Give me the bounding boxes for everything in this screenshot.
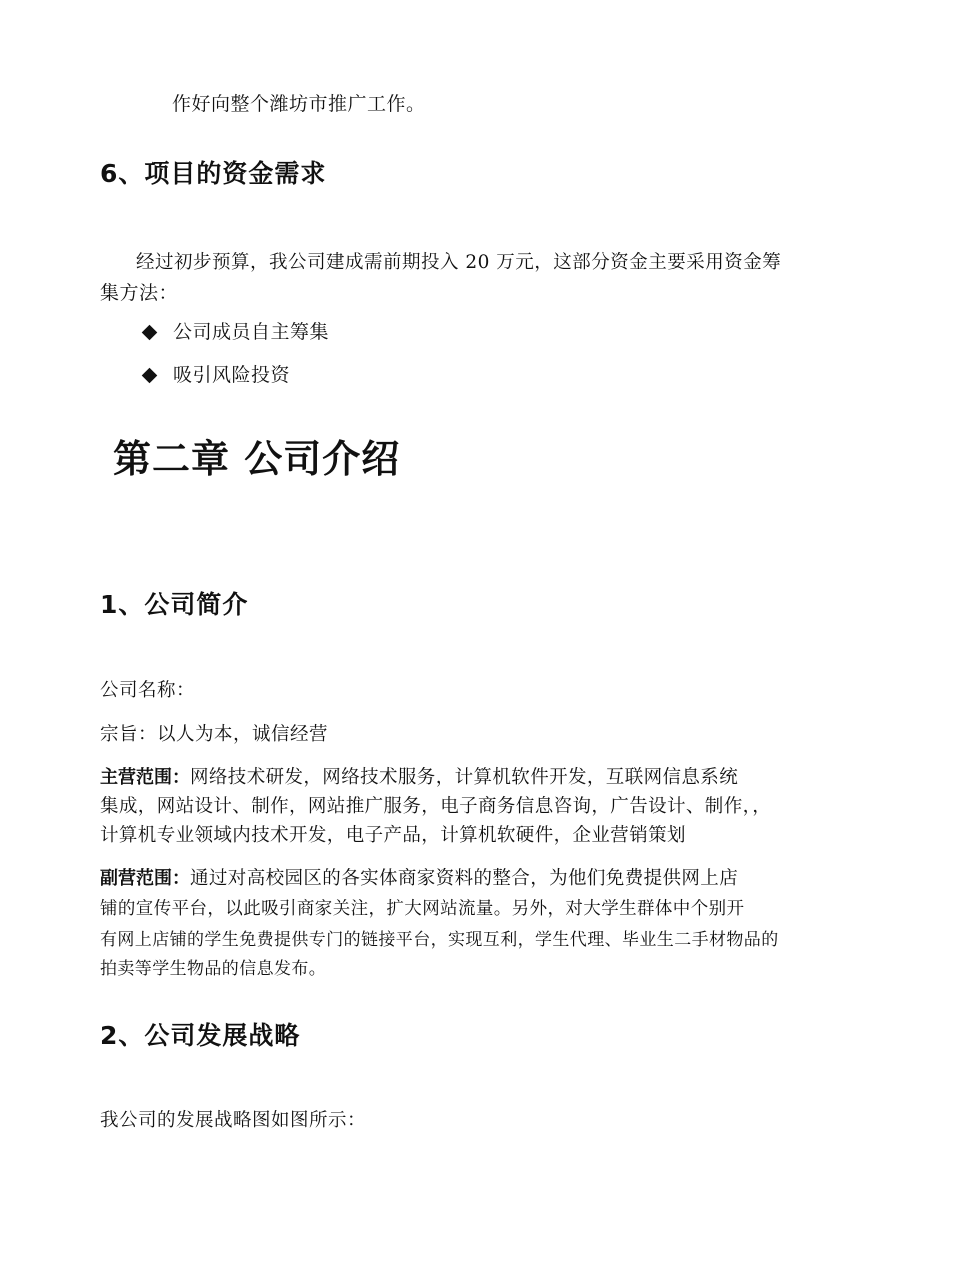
diamond-bullet-icon bbox=[142, 368, 158, 384]
diamond-bullet-icon bbox=[142, 325, 158, 341]
funding-paragraph-line2: 集方法： bbox=[100, 282, 179, 304]
company-name-line: 公司名称： bbox=[100, 680, 196, 701]
section-heading-company-intro: 1、公司简介 bbox=[100, 590, 249, 619]
continued-text-line: 作好向整个潍坊市推广工作。 bbox=[172, 93, 426, 115]
main-scope-line2: 集成，网站设计、制作，网站推广服务，电子商务信息咨询，广告设计、制作，， bbox=[100, 796, 772, 817]
main-scope-text: 网络技术研发，网络技术服务，计算机软件开发，互联网信息系统 bbox=[190, 767, 739, 788]
sub-scope-line3: 有网上店铺的学生免费提供专门的链接平台，实现互利，学生代理、毕业生二手材物品的 bbox=[100, 930, 779, 950]
main-scope-label: 主营范围： bbox=[100, 767, 190, 788]
bullet-item bbox=[144, 319, 329, 346]
main-scope-line1 bbox=[100, 763, 738, 789]
sub-scope-line4: 拍卖等学生物品的信息发布。 bbox=[100, 959, 327, 979]
strategy-intro-line: 我公司的发展战略图如图所示： bbox=[100, 1110, 367, 1131]
sub-scope-line1 bbox=[100, 864, 738, 890]
bullet-text: 公司成员自主筹集 bbox=[173, 321, 330, 343]
sub-scope-label: 副营范围： bbox=[100, 868, 190, 889]
company-tenet-line: 宗旨：以人为本，诚信经营 bbox=[100, 724, 329, 745]
bullet-text: 吸引风险投资 bbox=[173, 364, 291, 386]
section-heading-funding: 6、项目的资金需求 bbox=[100, 159, 327, 188]
chapter-title: 第二章 公司介绍 bbox=[113, 437, 401, 481]
sub-scope-text: 通过对高校园区的各实体商家资料的整合，为他们免费提供网上店 bbox=[190, 868, 739, 889]
main-scope-line3: 计算机专业领域内技术开发，电子产品，计算机软硬件，企业营销策划 bbox=[100, 825, 686, 846]
section-heading-strategy: 2、公司发展战略 bbox=[100, 1021, 301, 1050]
funding-paragraph-line1: 经过初步预算，我公司建成需前期投入 20 万元，这部分资金主要采用资金筹 bbox=[136, 252, 782, 273]
bullet-item bbox=[144, 362, 290, 389]
sub-scope-line2: 铺的宣传平台，以此吸引商家关注，扩大网站流量。另外，对大学生群体中个别开 bbox=[100, 899, 745, 919]
